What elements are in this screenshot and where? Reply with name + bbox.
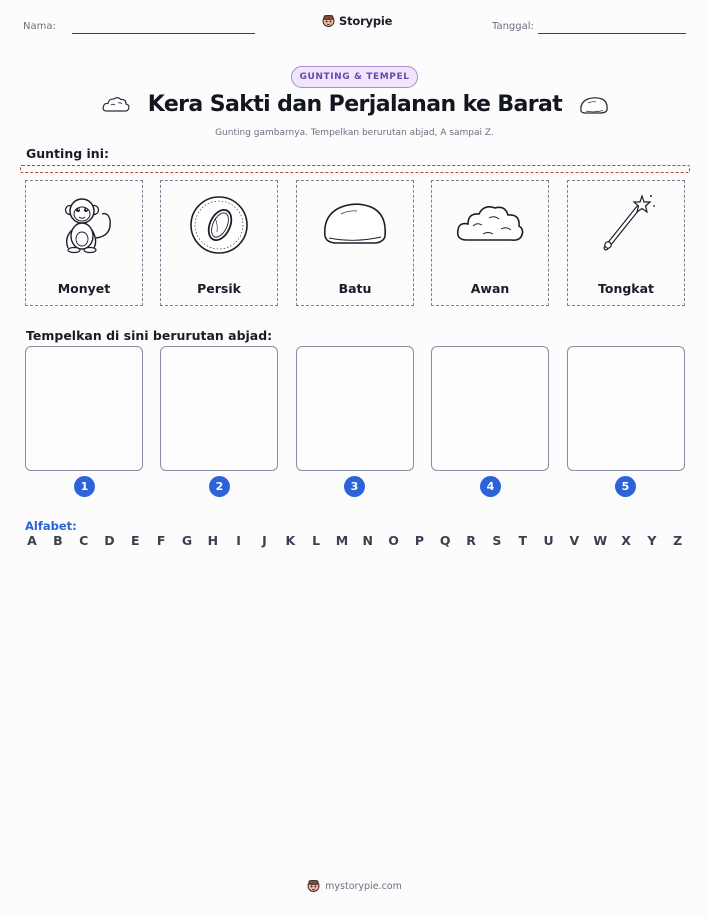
paste-box-2[interactable]: [160, 346, 278, 471]
alphabet-letter: G: [181, 533, 193, 548]
footer-url[interactable]: mystorypie.com: [325, 880, 402, 892]
alphabet-letter: R: [466, 533, 476, 548]
card-word: Tongkat: [597, 281, 655, 296]
slot-number: 5: [615, 476, 636, 497]
page-title: Kera Sakti dan Perjalanan ke Barat: [147, 92, 563, 117]
alphabet-letter: B: [53, 533, 63, 548]
slot-number: 1: [74, 476, 95, 497]
slot-number: 4: [480, 476, 501, 497]
alphabet-letter: C: [79, 533, 89, 548]
cut-card-awan[interactable]: [431, 180, 549, 306]
alphabet-letter: U: [543, 533, 554, 548]
cloud-doodle-icon: [101, 94, 131, 116]
peach-icon: [187, 192, 251, 256]
alphabet-letter: I: [236, 533, 241, 548]
alphabet-letter: H: [207, 533, 219, 548]
rock-doodle-icon: [578, 94, 610, 116]
footer: [0, 879, 709, 893]
alphabet-letter: N: [362, 533, 373, 548]
alphabet-letter: V: [569, 533, 580, 548]
alphabet-letter: K: [285, 533, 296, 548]
alphabet-letter: J: [262, 533, 267, 548]
paste-box-3[interactable]: [296, 346, 414, 471]
slot-number: 3: [344, 476, 365, 497]
alphabet-letter: T: [518, 533, 527, 548]
alphabet-letter: F: [156, 533, 166, 548]
storypie-mascot-icon: [307, 879, 320, 893]
card-word: Persik: [197, 281, 241, 296]
instructions: Gunting gambarnya. Tempelkan berurutan abjad, A sampai Z.: [215, 128, 494, 138]
alphabet-letter: Y: [647, 533, 657, 548]
storypie-mascot-icon: [322, 14, 335, 28]
cut-card-batu[interactable]: [296, 180, 414, 306]
worksheet-header: [0, 0, 709, 50]
paste-box-1[interactable]: [25, 346, 143, 471]
alphabet-letter: M: [335, 533, 349, 548]
card-word: Monyet: [57, 281, 111, 296]
alphabet-row: [25, 533, 685, 548]
card-word: Awan: [470, 281, 510, 296]
alphabet-letter: Z: [673, 533, 683, 548]
monkey-icon: [52, 192, 116, 256]
cloud-icon: [453, 196, 527, 252]
cut-line: [20, 165, 690, 173]
staff-icon: [594, 192, 658, 256]
alphabet-letter: E: [131, 533, 140, 548]
cut-card-tongkat[interactable]: [567, 180, 685, 306]
paste-box-4[interactable]: [431, 346, 549, 471]
alphabet-letter: S: [492, 533, 502, 548]
cut-section-label: Gunting ini:: [26, 146, 109, 161]
cut-card-persik[interactable]: [160, 180, 278, 306]
paste-section-label: Tempelkan di sini berurutan abjad:: [26, 328, 273, 343]
alphabet-letter: O: [388, 533, 399, 548]
card-word: Batu: [338, 281, 372, 296]
activity-badge: GUNTING & TEMPEL: [291, 66, 418, 88]
alphabet-letter: W: [593, 533, 608, 548]
date-label: Tanggal:: [492, 21, 534, 32]
brand-name: Storypie: [339, 14, 393, 28]
alphabet-letter: L: [312, 533, 321, 548]
date-line[interactable]: [538, 33, 686, 34]
name-line[interactable]: [72, 33, 255, 34]
alphabet-letter: A: [27, 533, 37, 548]
alphabet-letter: P: [414, 533, 424, 548]
cut-card-monyet[interactable]: [25, 180, 143, 306]
alphabet-letter: Q: [439, 533, 451, 548]
title-row: [0, 92, 709, 124]
slot-number: 2: [209, 476, 230, 497]
alphabet-label: Alfabet:: [25, 519, 77, 533]
alphabet-letter: X: [621, 533, 631, 548]
brand-logo: [322, 14, 392, 28]
alphabet-letter: D: [104, 533, 115, 548]
rock-icon: [319, 196, 391, 252]
paste-box-5[interactable]: [567, 346, 685, 471]
name-label: Nama:: [23, 21, 56, 32]
